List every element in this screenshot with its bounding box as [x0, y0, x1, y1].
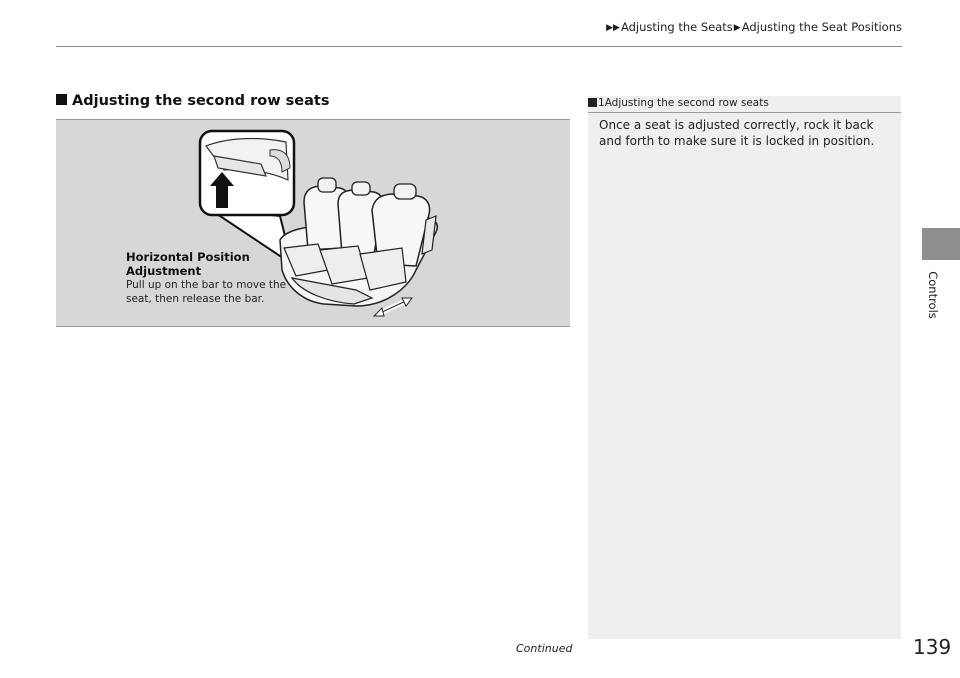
breadcrumb-arrow-icon: ▶▶	[606, 23, 620, 33]
chapter-label	[920, 265, 946, 325]
breadcrumb-level2[interactable]: Adjusting the Seat Positions	[741, 20, 902, 34]
continued-label: Continued	[516, 642, 573, 655]
header-rule	[56, 46, 902, 47]
section-heading	[56, 93, 329, 109]
note-panel	[588, 96, 901, 639]
callout-title: Horizontal Position Adjustment	[126, 250, 250, 278]
reference-icon	[588, 98, 597, 107]
chapter-tab[interactable]	[922, 228, 960, 260]
headrest	[352, 182, 370, 195]
callout	[126, 250, 296, 306]
section-title: Adjusting the second row seats	[72, 93, 330, 109]
note-ref-number: 1	[598, 97, 605, 109]
page-number: 139	[913, 635, 952, 659]
note-divider	[588, 112, 901, 113]
note-heading	[588, 97, 769, 109]
chapter-label-text: Controls	[926, 271, 940, 319]
note-body: Once a seat is adjusted correctly, rock it back and forth to make sure it is locked in position.	[599, 118, 875, 148]
breadcrumb	[605, 20, 902, 34]
breadcrumb-level1[interactable]: Adjusting the Seats	[620, 20, 733, 34]
headrest	[318, 178, 336, 192]
callout-description: Pull up on the bar to move the seat, then release the bar.	[126, 279, 287, 305]
note-title: Adjusting the second row seats	[604, 97, 769, 109]
breadcrumb-arrow-icon: ▶	[733, 23, 741, 33]
headrest	[394, 184, 416, 199]
bullet-square-icon	[56, 94, 67, 105]
